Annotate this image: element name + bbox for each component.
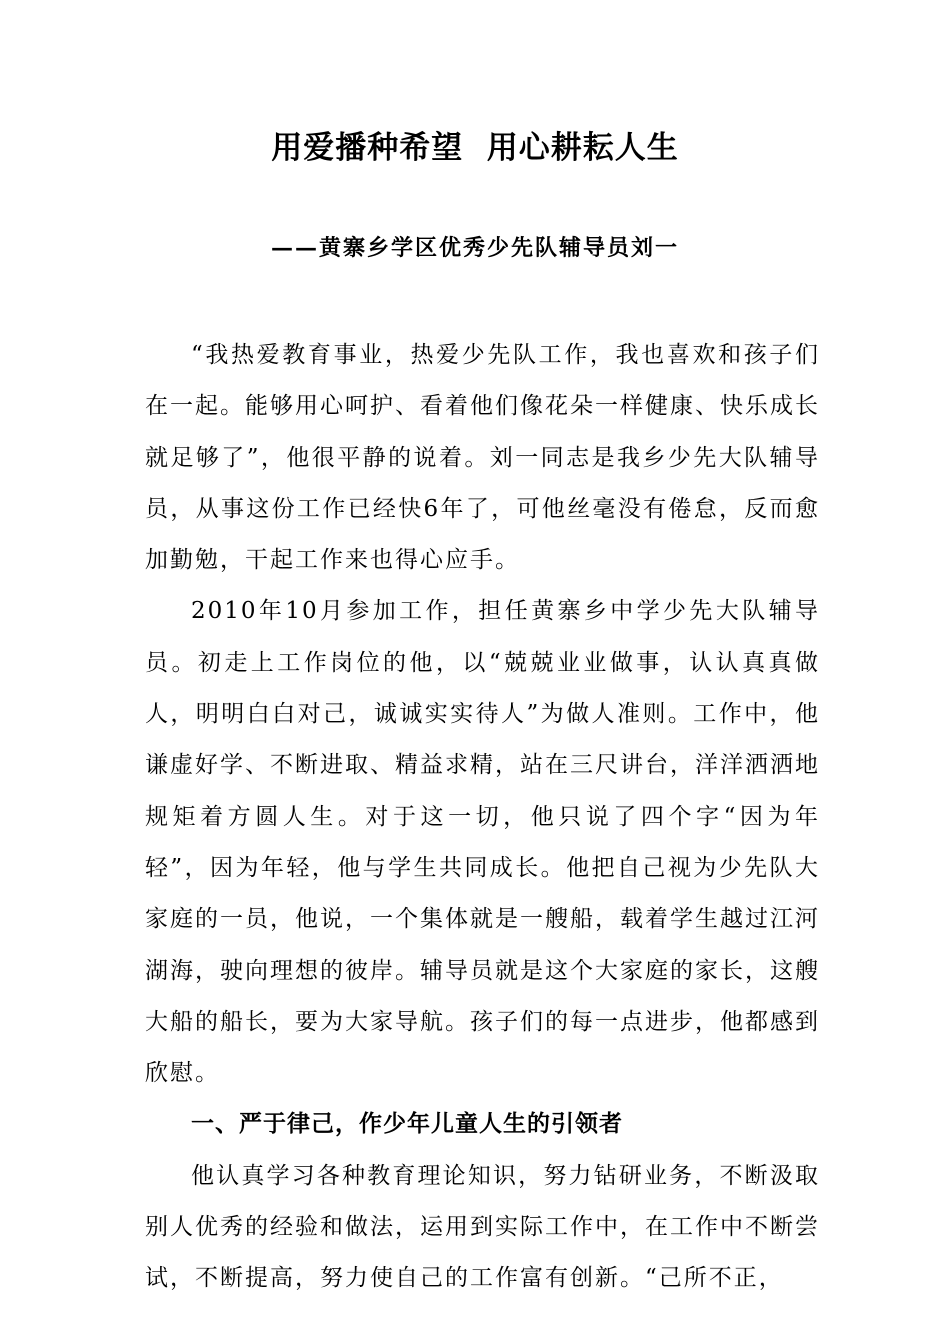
paragraph: 他认真学习各种教育理论知识，努力钻研业务，不断汲取别人优秀的经验和做法，运用到实际工作中，在工作中不断尝试，不断提高，努力使自己的工作富有创新。“己所不正， <box>145 1162 820 1292</box>
document-body <box>145 330 820 1305</box>
paragraph: 2010年10月参加工作，担任黄寨乡中学少先大队辅导员。初走上工作岗位的他，以“兢兢业业做事，认认真真做人，明明白白对己，诚诚实实待人”为做人准则。工作中，他谦虚好学、不断进取、精益求精，站在三尺讲台，洋洋洒洒地规矩着方圆人生。对于这一切，他只说了四个字“因为年轻”，因为年轻，他与学生共同成长。他把自己视为少先队大家庭的一员，他说，一个集体就是一艘船，载着学生越过江河湖海，驶向理想的彼岸。辅导员就是这个大家庭的家长，这艘大船的船长，要为大家导航。孩子们的每一点进步，他都感到欣慰。 <box>145 598 820 1087</box>
document-title: 用爱播种希望 用心耕耘人生 <box>271 130 679 166</box>
section-heading: 一、严于律己，作少年儿童人生的引领者 <box>191 1111 623 1138</box>
paragraph: “我热爱教育事业，热爱少先队工作，我也喜欢和孩子们在一起。能够用心呵护、看着他们像花朵一样健康、快乐成长就足够了”，他很平静的说着。刘一同志是我乡少先大队辅导员，从事这份工作已经快6年了，可他丝毫没有倦怠，反而愈加勤勉，干起工作来也得心应手。 <box>145 342 820 574</box>
document-subtitle: ——黄寨乡学区优秀少先队辅导员刘一 <box>270 235 679 261</box>
